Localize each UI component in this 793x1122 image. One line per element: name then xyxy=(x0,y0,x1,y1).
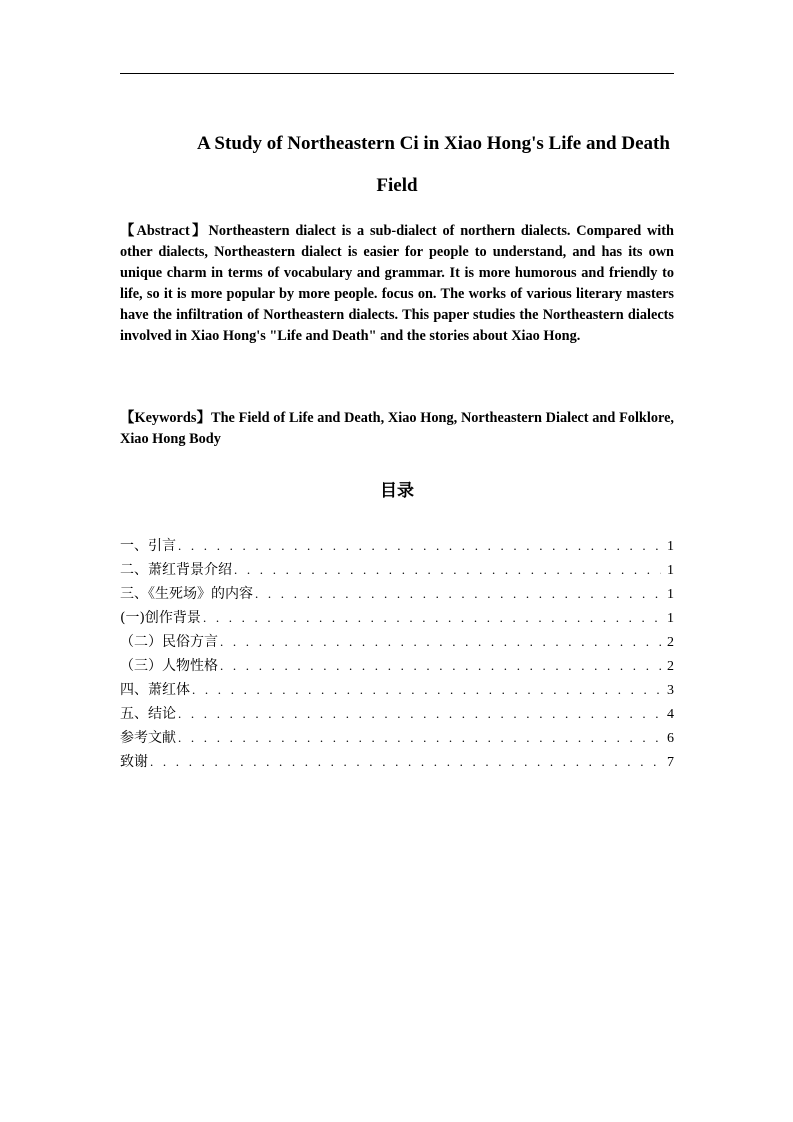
toc-leader-dots xyxy=(178,706,661,722)
toc-entry[interactable] xyxy=(120,631,674,655)
toc-entry-page: 3 xyxy=(667,683,674,698)
toc-leader-dots xyxy=(203,610,661,626)
toc-entry-label: 五、结论 xyxy=(120,706,176,722)
toc-leader-dots xyxy=(234,562,661,578)
toc-leader-dots xyxy=(220,634,661,650)
toc-entry[interactable] xyxy=(120,703,674,727)
toc-entry[interactable] xyxy=(120,655,674,679)
toc-entry-page: 1 xyxy=(667,611,674,626)
toc-leader-dots xyxy=(192,682,661,698)
toc-entry-label: (一)创作背景 xyxy=(120,610,201,626)
toc-entry-page: 1 xyxy=(667,563,674,578)
toc-entry[interactable] xyxy=(120,535,674,559)
toc-entry-label: 三、《生死场》的内容 xyxy=(120,586,253,602)
toc-entry-page: 7 xyxy=(667,755,674,770)
toc-entry-label: 一、引言 xyxy=(120,538,176,554)
title-line-1: A Study of Northeastern Ci in Xiao Hong's Life and Death xyxy=(197,133,670,154)
toc-entry[interactable] xyxy=(120,559,674,583)
abstract-label: 【Abstract】 xyxy=(120,223,209,239)
toc-leader-dots xyxy=(255,586,661,602)
toc-entry[interactable] xyxy=(120,727,674,751)
toc-entry-page: 6 xyxy=(667,731,674,746)
title-line-2: Field xyxy=(376,175,418,196)
toc-leader-dots xyxy=(220,658,661,674)
keywords-paragraph xyxy=(120,408,674,450)
header-rule xyxy=(120,73,674,74)
toc-entry-page: 2 xyxy=(667,635,674,650)
toc-entry-label: 二、萧红背景介绍 xyxy=(120,562,232,578)
toc-entry-page: 4 xyxy=(667,707,674,722)
toc-entry-label: 参考文献 xyxy=(120,730,176,746)
toc-leader-dots xyxy=(150,754,661,770)
toc-entry[interactable] xyxy=(120,583,674,607)
toc-entry-page: 1 xyxy=(667,587,674,602)
toc-entry[interactable] xyxy=(120,679,674,703)
toc-leader-dots xyxy=(178,730,661,746)
table-of-contents xyxy=(120,535,674,775)
toc-entry[interactable] xyxy=(120,607,674,631)
toc-entry-label: 四、萧红体 xyxy=(120,682,190,698)
keywords-text: The Field of Life and Death, Xiao Hong, Northeastern Dialect and Folklore, Xiao Hong Body xyxy=(120,410,674,447)
keywords-label: 【Keywords】 xyxy=(120,410,212,426)
page-title xyxy=(120,123,674,207)
toc-entry-page: 2 xyxy=(667,659,674,674)
toc-entry-label: （二）民俗方言 xyxy=(120,634,218,650)
abstract-text: Northeastern dialect is a sub-dialect of northern dialects. Compared with other dialects, Northeastern dialect is easier for people to understand, and has its own unique charm in terms of vocabulary and grammar. It is more humorous and friendly to life, so it is more popular by more people. focus on. The works of various literary masters have the infiltration of Northeastern dialects. This paper studies the Northeastern dialects involved in Xiao Hong's "Life and Death" and the stories about Xiao Hong. xyxy=(120,223,674,344)
toc-heading: 目录 xyxy=(380,481,414,501)
toc-entry[interactable] xyxy=(120,751,674,775)
toc-leader-dots xyxy=(178,538,661,554)
abstract-paragraph xyxy=(120,221,674,347)
toc-entry-label: （三）人物性格 xyxy=(120,658,218,674)
toc-entry-page: 1 xyxy=(667,539,674,554)
toc-entry-label: 致谢 xyxy=(120,754,148,770)
